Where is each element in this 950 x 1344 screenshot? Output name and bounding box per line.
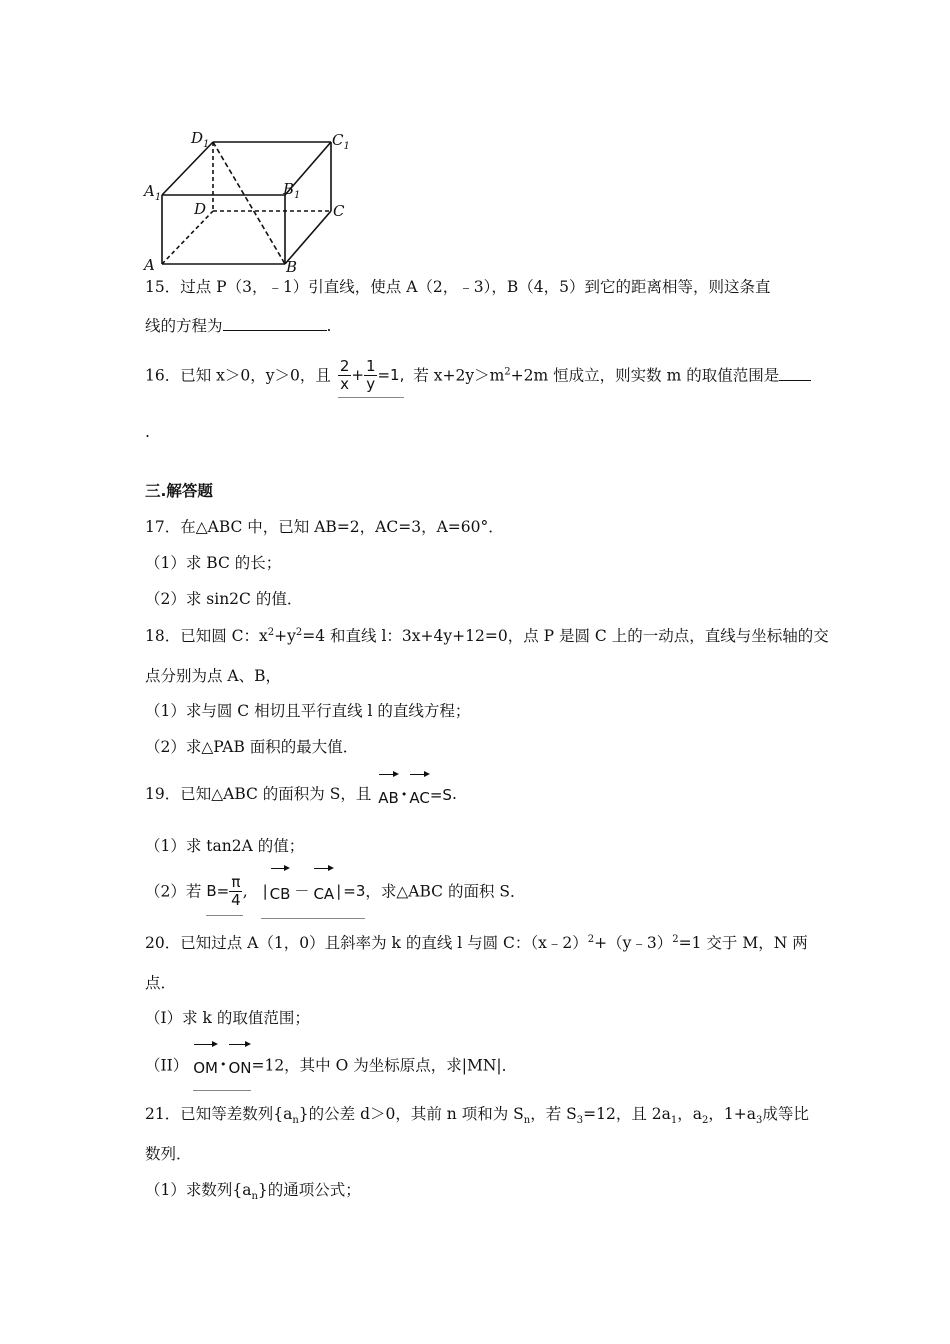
label-d: D [194, 200, 207, 218]
vector-cb: CB [270, 866, 291, 916]
answer-blank [779, 366, 811, 381]
label-d1: $D_1$ [191, 129, 210, 150]
q16-post: +2m 恒成立，则实数 m 的取值范围是 [510, 366, 780, 385]
q17-part2: （2）求 sin2C 的值． [145, 590, 303, 608]
label-c: C [333, 202, 345, 220]
q20-part1: （I）求 k 的取值范围； [145, 1009, 310, 1027]
q21-line2: 数列． [145, 1145, 192, 1163]
label-a: A [144, 256, 155, 274]
q19-part1: （1）求 tan2A 的值； [145, 837, 305, 855]
hidden-edge-a-d [162, 211, 213, 264]
q19-part2: （2）若 B= $\frac{\pi}{4}$ , | CB － CA | =3 ，求△ABC 的面积 S． [145, 866, 526, 919]
diagonal-d1-b [213, 142, 285, 264]
label-c1: $C_1$ [332, 131, 350, 152]
q20-stem: 20．已知过点 A（1，0）且斜率为 k 的直线 l 与圆 C：（x﹣2）$^2$+（y﹣3）$^2$=1 交于 M，N 两 [145, 933, 808, 952]
vector-ab: AB [378, 772, 399, 818]
q18-line2: 点分别为点 A、B， [145, 667, 282, 685]
edge-b-c [285, 211, 331, 264]
plus-sign: + [351, 366, 364, 384]
cuboid-figure [140, 128, 360, 276]
section-title: 三.解答题 [145, 482, 213, 500]
q15-line2-pre: 线的方程为 [145, 317, 223, 335]
q16-condition-formula [338, 355, 405, 398]
q20-dot-product-formula: OM • ON [193, 1042, 251, 1091]
vector-ac: AC [409, 772, 429, 818]
q19-dot-product-formula: AB • AC =S [378, 772, 452, 818]
q16-mid: 若 x+2y＞m [413, 366, 505, 385]
q21-part1: （1）求数列$\{a_n\}$的通项公式； [145, 1181, 361, 1203]
answer-blank [223, 316, 327, 331]
q19-vector-norm-formula: | CB － CA | =3 [261, 866, 366, 919]
vector-ca: CA [313, 866, 334, 916]
q17-stem: 17．在△ABC 中，已知 AB=2，AC=3，A=60°． [145, 518, 504, 536]
q17-part1: （1）求 BC 的长； [145, 554, 282, 572]
fraction-2-over-x: $\frac{2}{x}$ [339, 356, 350, 393]
q19-angle-b-formula: B= $\frac{\pi}{4}$ [206, 869, 242, 916]
q18-part2: （2）求△PAB 面积的最大值． [145, 738, 359, 756]
label-b1: $B_1$ [283, 180, 301, 201]
label-b: B [286, 258, 298, 276]
label-a1: $A_1$ [144, 182, 162, 203]
q20-part2: （II） OM • ON =12，其中 O 为坐标原点，求|MN|． [145, 1042, 517, 1091]
q16-line [145, 355, 811, 398]
q16-exponent: 2 [504, 366, 511, 378]
q19-stem: 19．已知△ABC 的面积为 S，且 AB • AC =S . [145, 772, 457, 818]
vector-on: ON [228, 1042, 251, 1088]
q21-stem: 21．已知等差数列$\{a_n\}$的公差 d＞0，其前 n 项和为 $S_n$，若 $S_3=12$，且 $2a_1$，$a_2$，$1+a_3$成等比 [145, 1105, 809, 1127]
fraction-1-over-y: $\frac{1}{y}$ [365, 356, 376, 393]
equals-one: =1, [377, 366, 405, 384]
q15-line1: 15．过点 P（3，﹣1）引直线，使点 A（2，﹣3），B（4，5）到它的距离相等，则这条直 [145, 278, 771, 296]
vector-om: OM [193, 1042, 218, 1088]
q18-stem: 18．已知圆 C：$x^2+y^2=4$ 和直线 l：3x+4y+12=0，点 P 是圆 C 上的一动点，直线与坐标轴的交 [145, 626, 829, 645]
q15-line2-post: . [326, 317, 332, 335]
q15-line2 [145, 315, 331, 337]
q20-line2: 点． [145, 974, 177, 992]
q18-part1: （1）求与圆 C 相切且平行直线 l 的直线方程； [145, 702, 471, 720]
fraction-pi-over-4: $\frac{\pi}{4}$ [231, 872, 241, 909]
q16-pre: 16．已知 x＞0，y＞0，且 [145, 366, 331, 385]
q16-end: . [145, 423, 150, 441]
